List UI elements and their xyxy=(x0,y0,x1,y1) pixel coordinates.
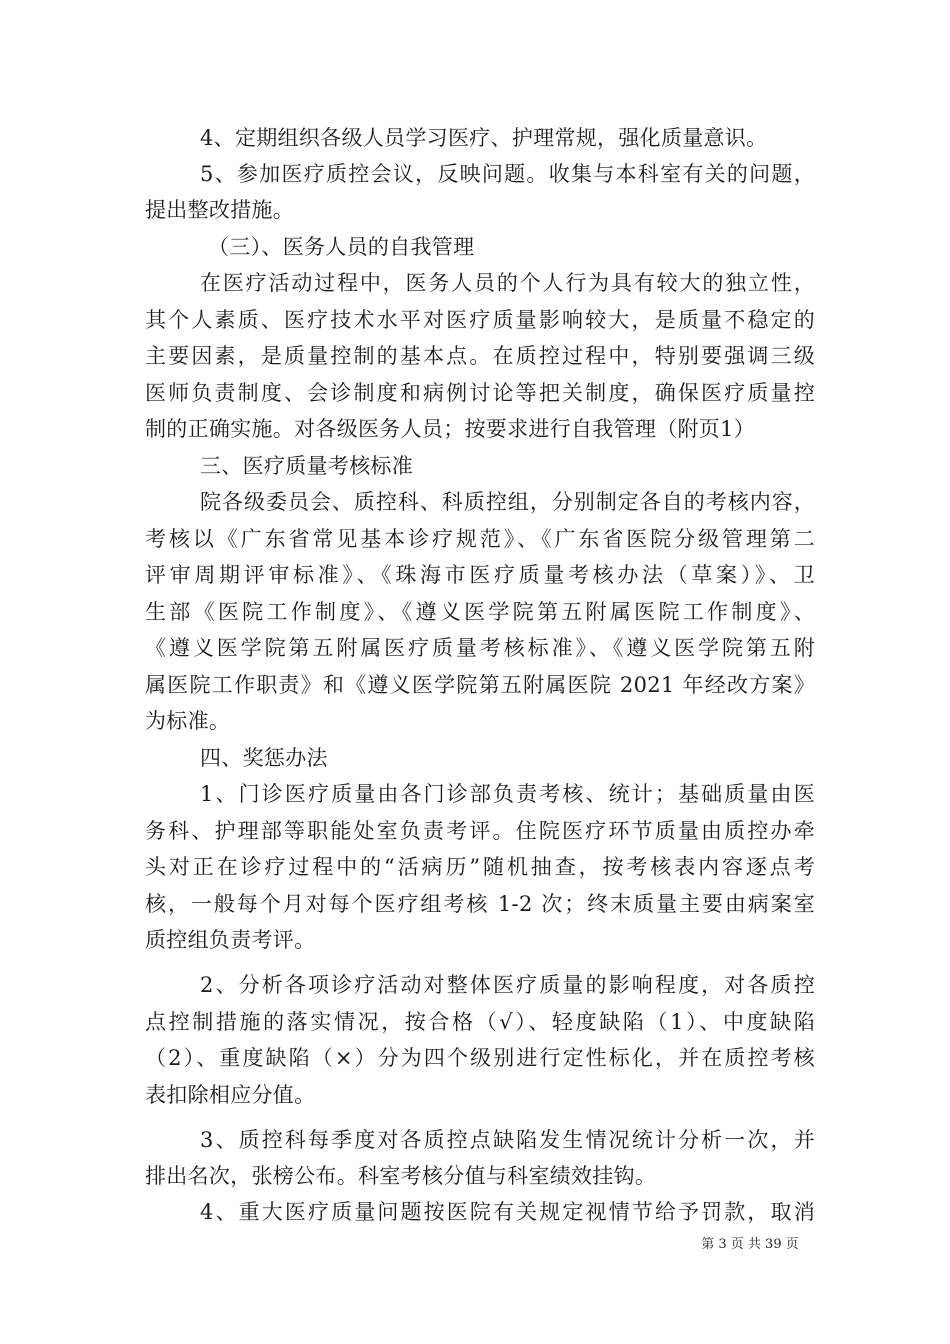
paragraph-line: 主要因素，是质量控制的基本点。在质控过程中，特别要强调三级 xyxy=(145,344,815,368)
paragraph-line: 医师负责制度、会诊制度和病例讨论等把关制度，确保医疗质量控 xyxy=(145,381,815,405)
paragraph-line: 其个人素质、医疗技术水平对医疗质量影响较大，是质量不稳定的 xyxy=(145,308,815,332)
section-heading: 三、医疗质量考核标准 xyxy=(200,454,413,478)
paragraph-line: 为标准。 xyxy=(145,709,231,733)
paragraph-line: 4、定期组织各级人员学习医疗、护理常规，强化质量意识。 xyxy=(200,126,768,150)
paragraph-line: 务科、护理部等职能处室负责考评。住院医疗环节质量由质控办牵 xyxy=(145,819,815,843)
paragraph-line: 5、参加医疗质控会议，反映问题。收集与本科室有关的问题， xyxy=(200,162,815,186)
paragraph-line: 在医疗活动过程中，医务人员的个人行为具有较大的独立性， xyxy=(200,271,815,295)
paragraph-line: 《遵义医学院第五附属医疗质量考核标准》、《遵义医学院第五附 xyxy=(145,636,815,660)
paragraph-line: 属医院工作职责》和《遵义医学院第五附属医院 2021 年经改方案》 xyxy=(145,673,815,697)
paragraph-line: 4、重大医疗质量问题按医院有关规定视情节给予罚款，取消 xyxy=(200,1200,815,1224)
paragraph-line: 制的正确实施。对各级医务人员；按要求进行自我管理（附页1） xyxy=(145,417,756,441)
section-heading: 四、奖惩办法 xyxy=(200,746,328,770)
paragraph-line: 点控制措施的落实情况，按合格（√）、轻度缺陷（1）、中度缺陷 xyxy=(145,1010,815,1034)
paragraph-line: 提出整改措施。 xyxy=(145,198,295,222)
paragraph-line: 3、质控科每季度对各质控点缺陷发生情况统计分析一次，并 xyxy=(200,1128,815,1152)
paragraph-line: 表扣除相应分值。 xyxy=(145,1083,316,1107)
paragraph-line: 2、分析各项诊疗活动对整体医疗质量的影响程度，对各质控 xyxy=(200,973,815,997)
paragraph-line: 考核以《广东省常见基本诊疗规范》、《广东省医院分级管理第二 xyxy=(145,527,815,551)
paragraph-line: 1、门诊医疗质量由各门诊部负责考核、统计；基础质量由医 xyxy=(200,782,815,806)
page-number: 第 3 页 共 39 页 xyxy=(701,1237,799,1252)
paragraph-line: 院各级委员会、质控科、科质控组，分别制定各自的考核内容， xyxy=(200,490,815,514)
paragraph-line: 头对正在诊疗过程中的“活病历”随机抽查，按考核表内容逐点考 xyxy=(145,855,815,879)
paragraph-line: 评审周期评审标准》、《珠海市医疗质量考核办法（草案）》、卫 xyxy=(145,563,815,587)
section-heading: （三）、医务人员的自我管理 xyxy=(208,235,475,259)
paragraph-line: 生部《医院工作制度》、《遵义医学院第五附属医院工作制度》、 xyxy=(145,600,815,624)
paragraph-line: 质控组负责考评。 xyxy=(145,928,316,952)
paragraph-line: 排出名次，张榜公布。科室考核分值与科室绩效挂钩。 xyxy=(145,1164,657,1188)
paragraph-line: 核，一般每个月对每个医疗组考核 1-2 次；终末质量主要由病案室 xyxy=(145,892,815,916)
paragraph-line: （2）、重度缺陷（×）分为四个级别进行定性标化，并在质控考核 xyxy=(145,1046,815,1070)
